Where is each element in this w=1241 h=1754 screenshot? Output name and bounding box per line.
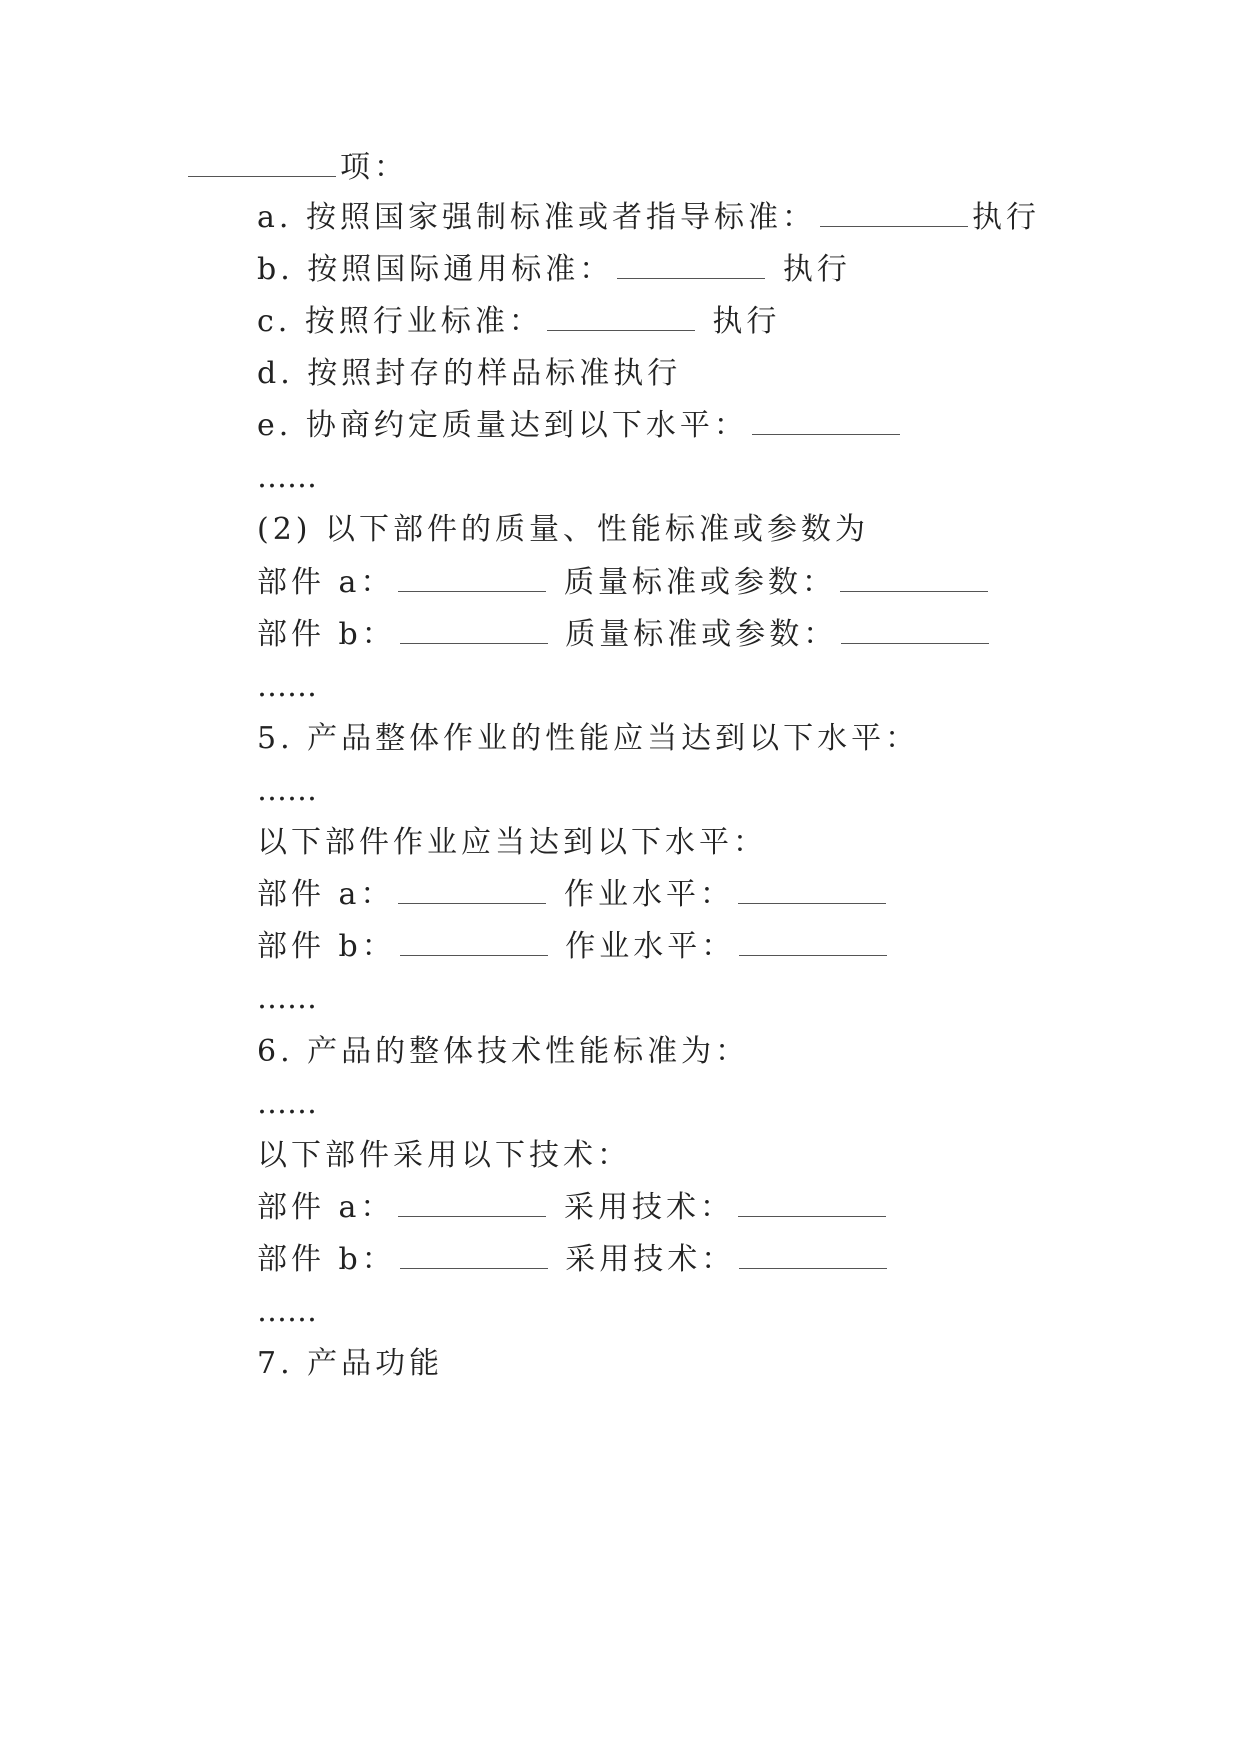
- line-standard-a: [257, 198, 1040, 238]
- line-text: a. 按照国家强制标准或者指导标准：: [257, 200, 816, 235]
- line-standard-e: [257, 406, 904, 446]
- line-text: 部件 a：: [257, 877, 395, 912]
- line-text: ……: [257, 1294, 317, 1329]
- section-heading: [257, 510, 869, 550]
- line-text: 采用技术：: [565, 1242, 736, 1277]
- line-text: 部件 b：: [257, 929, 396, 964]
- blank-field: [398, 881, 546, 904]
- section-heading: [257, 823, 767, 863]
- line-item-continuation: [188, 148, 408, 188]
- blank-field: [739, 1246, 887, 1269]
- line-text: ……: [257, 669, 317, 704]
- line-part-b-technology: [257, 1240, 891, 1280]
- line-text: 作业水平：: [565, 929, 736, 964]
- line-text: d. 按照封存的样品标准执行: [257, 356, 682, 391]
- line-text: 6. 产品的整体技术性能标准为：: [257, 1034, 750, 1069]
- line-text: 部件 b：: [257, 617, 396, 652]
- blank-field: [820, 204, 968, 227]
- blank-field: [739, 933, 887, 956]
- section-heading: [257, 1032, 749, 1072]
- blank-field: [400, 933, 548, 956]
- ellipsis: [257, 1084, 317, 1124]
- ellipsis: [257, 771, 317, 811]
- ellipsis: [257, 458, 317, 498]
- line-text: b. 按照国际通用标准：: [257, 252, 614, 287]
- line-text: 以下部件作业应当达到以下水平：: [257, 825, 767, 860]
- line-standard-c: [257, 302, 780, 342]
- blank-field: [400, 621, 548, 644]
- line-standard-b: [257, 250, 851, 290]
- line-text: 执行: [971, 200, 1040, 235]
- line-text: c. 按照行业标准：: [257, 304, 543, 339]
- ellipsis: [257, 667, 317, 707]
- line-text: 7. 产品功能: [257, 1346, 444, 1381]
- blank-field: [738, 1194, 886, 1217]
- blank-field: [841, 621, 989, 644]
- line-part-b-quality: [257, 615, 993, 655]
- line-text: ……: [257, 460, 317, 495]
- blank-field: [400, 1246, 548, 1269]
- blank-field: [398, 569, 546, 592]
- line-text: e. 协商约定质量达到以下水平：: [257, 408, 748, 443]
- section-heading: [257, 1344, 443, 1384]
- blank-field: [188, 154, 336, 177]
- section-heading: [257, 1136, 631, 1176]
- ellipsis: [257, 979, 317, 1019]
- blank-field: [840, 569, 988, 592]
- line-text: (2) 以下部件的质量、性能标准或参数为: [257, 512, 870, 547]
- line-text: 作业水平：: [563, 877, 734, 912]
- line-text: 执行: [782, 252, 851, 287]
- blank-field: [547, 308, 695, 331]
- line-text: 5. 产品整体作业的性能应当达到以下水平：: [257, 721, 920, 756]
- blank-field: [398, 1194, 546, 1217]
- line-text: 部件 b：: [257, 1242, 396, 1277]
- line-text: ……: [257, 1086, 317, 1121]
- line-text: 执行: [712, 304, 781, 339]
- line-text: 采用技术：: [563, 1190, 734, 1225]
- line-text: 以下部件采用以下技术：: [257, 1138, 631, 1173]
- blank-field: [738, 881, 886, 904]
- line-text: 质量标准或参数：: [563, 565, 836, 600]
- blank-field: [752, 412, 900, 435]
- blank-field: [617, 256, 765, 279]
- line-text: ……: [257, 773, 317, 808]
- line-part-a-technology: [257, 1188, 890, 1228]
- section-heading: [257, 719, 919, 759]
- line-text: 质量标准或参数：: [565, 617, 838, 652]
- line-standard-d: [257, 354, 681, 394]
- line-part-a-quality: [257, 563, 992, 603]
- ellipsis: [257, 1292, 317, 1332]
- line-part-a-operation: [257, 875, 890, 915]
- line-text: ……: [257, 981, 317, 1016]
- line-part-b-operation: [257, 927, 891, 967]
- line-text: 项：: [340, 150, 408, 185]
- line-text: 部件 a：: [257, 1190, 395, 1225]
- line-text: 部件 a：: [257, 565, 395, 600]
